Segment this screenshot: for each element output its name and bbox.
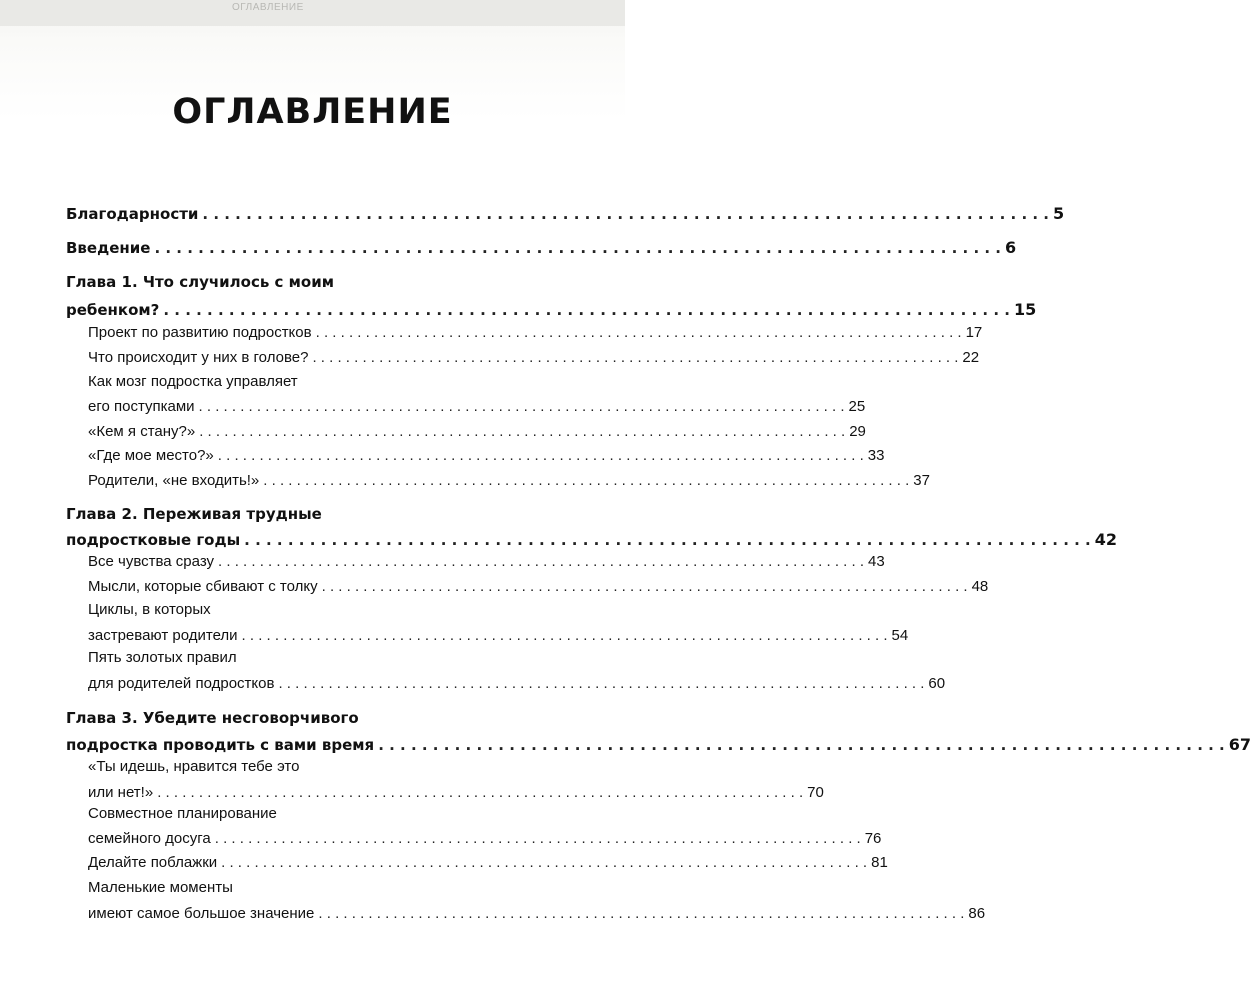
leader-dots: . . . . . . . . . . . . . . . . . . . . . . . . . . . . . . . . . . . . . . . . . . . . . . . . . . . . . . . . . . . . . . . . . . . . . . . . . . . . . . xyxy=(157,784,804,801)
toc-entry-section[interactable] xyxy=(0,469,930,493)
entry-title-line-1: Глава 3. Убедите несговорчивого xyxy=(66,709,359,727)
leader-dots: . . . . . . . . . . . . . . . . . . . . . . . . . . . . . . . . . . . . . . . . . . . . . . . . . . . . . . . . . . . . . . . . . . . . . . . . . . . . . . xyxy=(321,578,968,595)
entry-title: Благодарности xyxy=(66,205,199,223)
entry-title: Проект по развитию подростков xyxy=(88,324,312,341)
running-head: ОГЛАВЛЕНИЕ xyxy=(232,2,304,13)
page-number: 67 xyxy=(1228,735,1251,754)
leader-dots: . . . . . . . . . . . . . . . . . . . . . . . . . . . . . . . . . . . . . . . . . . . . . . . . . . . . . . . . . . . . . . . . . . . . . . . . . . . . . . xyxy=(378,736,1225,754)
entry-title: Делайте поблажки xyxy=(88,854,218,871)
entry-title: или нет!» xyxy=(88,784,154,801)
entry-title: имеют самое большое значение xyxy=(88,905,315,922)
leader-dots: . . . . . . . . . . . . . . . . . . . . . . . . . . . . . . . . . . . . . . . . . . . . . . . . . . . . . . . . . . . . . . . . . . . . . . . . . . . . . . xyxy=(312,349,959,366)
page-number: 43 xyxy=(868,553,885,570)
page-number: 70 xyxy=(807,784,824,801)
toc-entry-acknowledgements[interactable] xyxy=(0,202,1065,226)
leader-dots: . . . . . . . . . . . . . . . . . . . . . . . . . . . . . . . . . . . . . . . . . . . . . . . . . . . . . . . . . . . . . . . . . . . . . . . . . . . . . . xyxy=(199,423,846,440)
entry-title-line-1: Глава 2. Переживая трудные xyxy=(66,505,322,523)
entry-title: Мысли, которые сбивают с толку xyxy=(88,578,318,595)
toc-entry-section[interactable] xyxy=(0,321,983,345)
entry-title-line-1: Совместное планирование xyxy=(88,805,277,822)
leader-dots: . . . . . . . . . . . . . . . . . . . . . . . . . . . . . . . . . . . . . . . . . . . . . . . . . . . . . . . . . . . . . . . . . . . . . . . . . . . . . . xyxy=(278,675,925,692)
leader-dots: . . . . . . . . . . . . . . . . . . . . . . . . . . . . . . . . . . . . . . . . . . . . . . . . . . . . . . . . . . . . . . . . . . . . . . . . . . . . . . xyxy=(263,472,910,489)
entry-title: застревают родители xyxy=(88,627,238,644)
leader-dots: . . . . . . . . . . . . . . . . . . . . . . . . . . . . . . . . . . . . . . . . . . . . . . . . . . . . . . . . . . . . . . . . . . . . . . . . . . . . . . xyxy=(214,830,861,847)
entry-title: ребенком? xyxy=(66,301,160,319)
entry-title: для родителей подростков xyxy=(88,675,275,692)
page-number: 15 xyxy=(1013,300,1037,319)
leader-dots: . . . . . . . . . . . . . . . . . . . . . . . . . . . . . . . . . . . . . . . . . . . . . . . . . . . . . . . . . . . . . . . . . . . . . . . . . . . . . . xyxy=(163,301,1010,319)
page-number: 25 xyxy=(848,398,866,415)
entry-title: Введение xyxy=(66,239,151,257)
entry-title: Все чувства сразу xyxy=(88,553,215,570)
leader-dots: . . . . . . . . . . . . . . . . . . . . . . . . . . . . . . . . . . . . . . . . . . . . . . . . . . . . . . . . . . . . . . . . . . . . . . . . . . . . . . xyxy=(318,905,965,922)
toc-entry-chapter-1[interactable] xyxy=(0,270,1037,319)
entry-title: семейного досуга xyxy=(88,830,211,847)
entry-title: подростковые годы xyxy=(66,531,241,549)
page-number: 37 xyxy=(913,472,930,489)
entry-title-line-1: Как мозг подростка управляет xyxy=(88,373,298,390)
page-number: 81 xyxy=(871,854,888,871)
leader-dots: . . . . . . . . . . . . . . . . . . . . . . . . . . . . . . . . . . . . . . . . . . . . . . . . . . . . . . . . . . . . . . . . . . . . . . . . . . . . . . xyxy=(198,398,845,415)
toc-entry-section[interactable] xyxy=(0,575,989,599)
entry-title: «Где мое место?» xyxy=(88,447,214,464)
leader-dots: . . . . . . . . . . . . . . . . . . . . . . . . . . . . . . . . . . . . . . . . . . . . . . . . . . . . . . . . . . . . . . . . . . . . . . . . . . . . . . xyxy=(315,324,962,341)
toc-entry-section[interactable] xyxy=(0,370,866,415)
page-title: ОГЛАВЛЕНИЕ xyxy=(172,92,453,132)
page-number: 22 xyxy=(962,349,980,366)
page-number: 86 xyxy=(968,905,986,922)
page-number: 33 xyxy=(867,447,885,464)
entry-title: подростка проводить с вами время xyxy=(66,736,375,754)
toc-entry-chapter-2[interactable] xyxy=(0,502,1118,549)
page-number: 17 xyxy=(965,324,983,341)
leader-dots: . . . . . . . . . . . . . . . . . . . . . . . . . . . . . . . . . . . . . . . . . . . . . . . . . . . . . . . . . . . . . . . . . . . . . . . . . . . . . . xyxy=(217,447,864,464)
entry-title-line-1: Циклы, в которых xyxy=(88,601,211,618)
toc-entry-chapter-3[interactable] xyxy=(0,706,1251,754)
toc-entry-section[interactable] xyxy=(0,420,866,444)
page-number: 48 xyxy=(971,578,989,595)
entry-title-line-1: Маленькие моменты xyxy=(88,879,233,896)
toc-entry-section[interactable] xyxy=(0,550,885,574)
page-number: 60 xyxy=(928,675,946,692)
toc-entry-section[interactable] xyxy=(0,876,986,922)
toc-entry-section[interactable] xyxy=(0,646,946,692)
page-number: 6 xyxy=(1005,238,1017,257)
entry-title: «Кем я стану?» xyxy=(88,423,196,440)
toc-entry-section[interactable] xyxy=(0,802,882,847)
leader-dots: . . . . . . . . . . . . . . . . . . . . . . . . . . . . . . . . . . . . . . . . . . . . . . . . . . . . . . . . . . . . . . . . . . . . . . . . . . . . . . xyxy=(241,627,888,644)
entry-title-line-1: Пять золотых правил xyxy=(88,649,237,666)
toc-entry-section[interactable] xyxy=(0,851,888,875)
entry-title: его поступками xyxy=(88,398,195,415)
leader-dots: . . . . . . . . . . . . . . . . . . . . . . . . . . . . . . . . . . . . . . . . . . . . . . . . . . . . . . . . . . . . . . . . . . . . . . . . . . . . . . xyxy=(218,553,865,570)
page-number: 76 xyxy=(864,830,882,847)
leader-dots: . . . . . . . . . . . . . . . . . . . . . . . . . . . . . . . . . . . . . . . . . . . . . . . . . . . . . . . . . . . . . . . . . . . . . . . . . . . . . . xyxy=(221,854,868,871)
leader-dots: . . . . . . . . . . . . . . . . . . . . . . . . . . . . . . . . . . . . . . . . . . . . . . . . . . . . . . . . . . . . . . . . . . . . . . . . . . . . . . xyxy=(202,205,1049,223)
leader-dots: . . . . . . . . . . . . . . . . . . . . . . . . . . . . . . . . . . . . . . . . . . . . . . . . . . . . . . . . . . . . . . . . . . . . . . . . . . . . . . xyxy=(244,531,1091,549)
page-number: 5 xyxy=(1053,204,1065,223)
entry-title: Что происходит у них в голове? xyxy=(88,349,309,366)
entry-title-line-1: «Ты идешь, нравится тебе это xyxy=(88,758,300,775)
entry-title: Родители, «не входить!» xyxy=(88,472,260,489)
toc-entry-introduction[interactable] xyxy=(0,236,1017,260)
entry-title-line-1: Глава 1. Что случилось с моим xyxy=(66,273,335,291)
page-number: 54 xyxy=(891,627,909,644)
leader-dots: . . . . . . . . . . . . . . . . . . . . . . . . . . . . . . . . . . . . . . . . . . . . . . . . . . . . . . . . . . . . . . . . . . . . . . . . . . . . . . xyxy=(154,239,1002,257)
toc-entry-section[interactable] xyxy=(0,346,980,370)
page-number: 29 xyxy=(849,423,866,440)
toc-entry-section[interactable] xyxy=(0,444,885,468)
page-number: 42 xyxy=(1094,530,1118,549)
toc-entry-section[interactable] xyxy=(0,755,824,801)
toc-entry-section[interactable] xyxy=(0,598,909,644)
